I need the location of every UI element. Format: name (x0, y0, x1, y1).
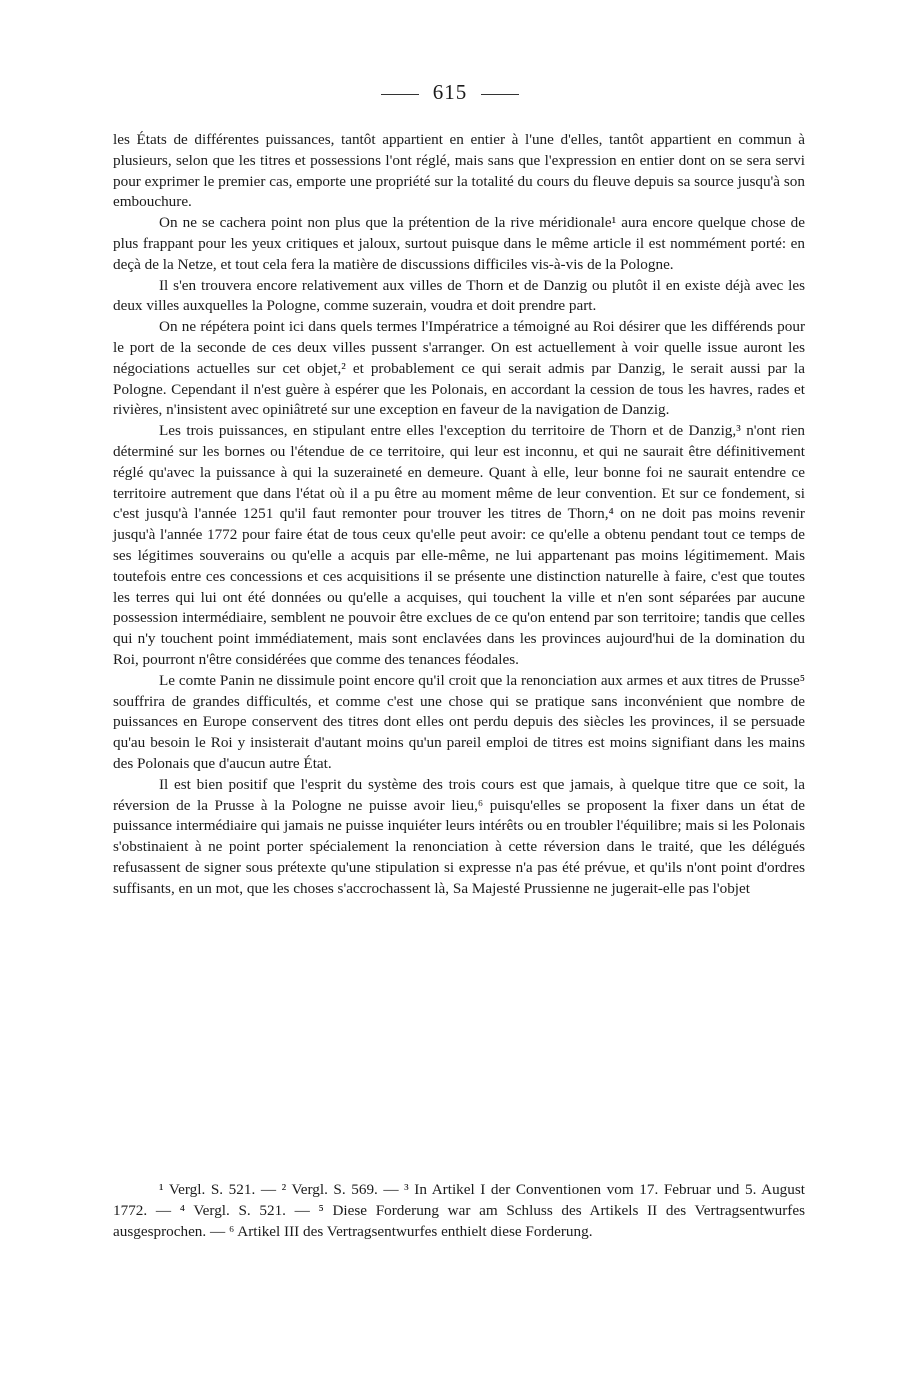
paragraph: On ne se cachera point non plus que la prétention de la rive méridionale¹ aura encore quelque chose de plus frappant pour les yeux critiques et jaloux, surtout puisque dans le même article il est nommément porté: en deçà de la Netze, et tout cela fera la matière de discussions difficiles vis-à-vis de la Pologne. (113, 214, 805, 273)
footnotes (113, 1180, 805, 1242)
paragraph: Il s'en trouvera encore relativement aux villes de Thorn et de Danzig ou plutôt il en existe déjà avec les deux villes auxquelles la Pologne, comme suzerain, voudra et doit prendre part. (113, 276, 805, 315)
paragraph: Les trois puissances, en stipulant entre elles l'exception du territoire de Thorn et de Danzig,³ n'ont rien déterminé sur les bornes ou l'étendue de ce territoire, qui leur est inconnu, et qui ne saurait être définitivement réglé qu'avec la puissance à qui la suzeraineté en demeure. Quant à elle, leur bonne foi ne saurait entendre ce territoire autrement que dans l'état où il a pu être au moment même de leur convention. Et sur ce fondement, si c'est jusqu'à l'année 1251 qu'il faut remonter pour trouver les titres de Thorn,⁴ on ne doit pas moins revenir jusqu'à l'année 1772 pour faire état de tous ceux qu'elle peut avoir: ce qu'elle a obtenu pendant tout ce temps de ses légitimes souverains ou qu'elle a acquis par elle-même, ne lui appartenant pas moins légitimement. Mais toutefois entre ces concessions et ces acquisitions il se présente une distinction naturelle à faire, c'est que toutes les terres qui lui ont été données ou qu'elle a acquises, qui touchent la ville et n'en sont séparées par aucune possession intermédiaire, semblent ne pouvoir être exclues de ce qu'on entend par son territoire; tandis que celles qui n'y touchent point immédiatement, mais sont enclavées dans les provinces aujourd'hui de la domination du Roi, pourront n'être considérées que comme des tenances féodales. (113, 422, 805, 668)
footnote-text: ¹ Vergl. S. 521. — ² Vergl. S. 569. — ³ In Artikel I der Conventionen vom 17. Februar und 5. August 1772. — ⁴ Vergl. S. 521. — ⁵ Diese Forderung war am Schluss des Artikels II des Vertragsentwurfes ausgesprochen. — ⁶ Artikel III des Vertragsentwurfes enthielt diese Forderung. (113, 1181, 805, 1240)
page-number: 615 (432, 80, 468, 104)
paragraph: Le comte Panin ne dissimule point encore qu'il croit que la renonciation aux armes et aux titres de Prusse⁵ souffrira de grandes difficultés, et comme c'est une chose qui se pratique sans inconvénient que nombre de puissances en Europe conservent des titres dont elles ont perdu depuis des siècles les provinces, il se persuade qu'au besoin le Roi y insisterait d'autant moins qu'un pareil emploi de titres est moins signifiant dans les mains des Polonais que d'aucun autre État. (113, 671, 805, 772)
paragraph: On ne répétera point ici dans quels termes l'Impératrice a témoigné au Roi désirer que les différends pour le port de la seconde de ces deux villes pussent s'arranger. On est actuellement à voir quelle issue auront les négociations actuelles sur cet objet,² et probablement ce qui serait admis par Danzig, le serait aussi par la Pologne. Cependant il n'est guère à espérer que les Polonais, en accordant la cession de tous les havres, rades et rivières, n'insistent avec opiniâtreté sur une exception en faveur de la navigation de Danzig. (113, 318, 805, 419)
body-text (113, 130, 805, 899)
paragraph: Il est bien positif que l'esprit du système des trois cours est que jamais, à quelque titre que ce soit, la réversion de la Prusse à la Pologne ne puisse avoir lieu,⁶ puisqu'elles se proposent la fixer dans un état de puissance intermédiaire qui jamais ne puisse inquiéter leurs intérêts ou en troubler l'équilibre; mais si les Polonais s'obstinaient à ne point porter spécialement la renonciation à cette réversion dans le traité, que les délégués refusassent de signer sous prétexte qu'une stipulation si expresse n'a pas été prévue, et qu'ils n'ont point d'ordres suffisants, en un mot, que les choses s'accrochassent là, Sa Majesté Prussienne ne jugerait-elle pas l'objet (113, 775, 805, 897)
header-rule-right (481, 94, 519, 95)
page-header (0, 80, 900, 105)
paragraph: les États de différentes puissances, tantôt appartient en entier à l'une d'elles, tantôt appartient en commun à plusieurs, selon que les titres et possessions l'ont réglé, mais sans que l'expression en entier dont on se sera servi pour exprimer le premier cas, emporte une propriété sur la totalité du cours du fleuve depuis sa source jusqu'à son embouchure. (113, 131, 805, 211)
header-rule-left (381, 94, 419, 95)
